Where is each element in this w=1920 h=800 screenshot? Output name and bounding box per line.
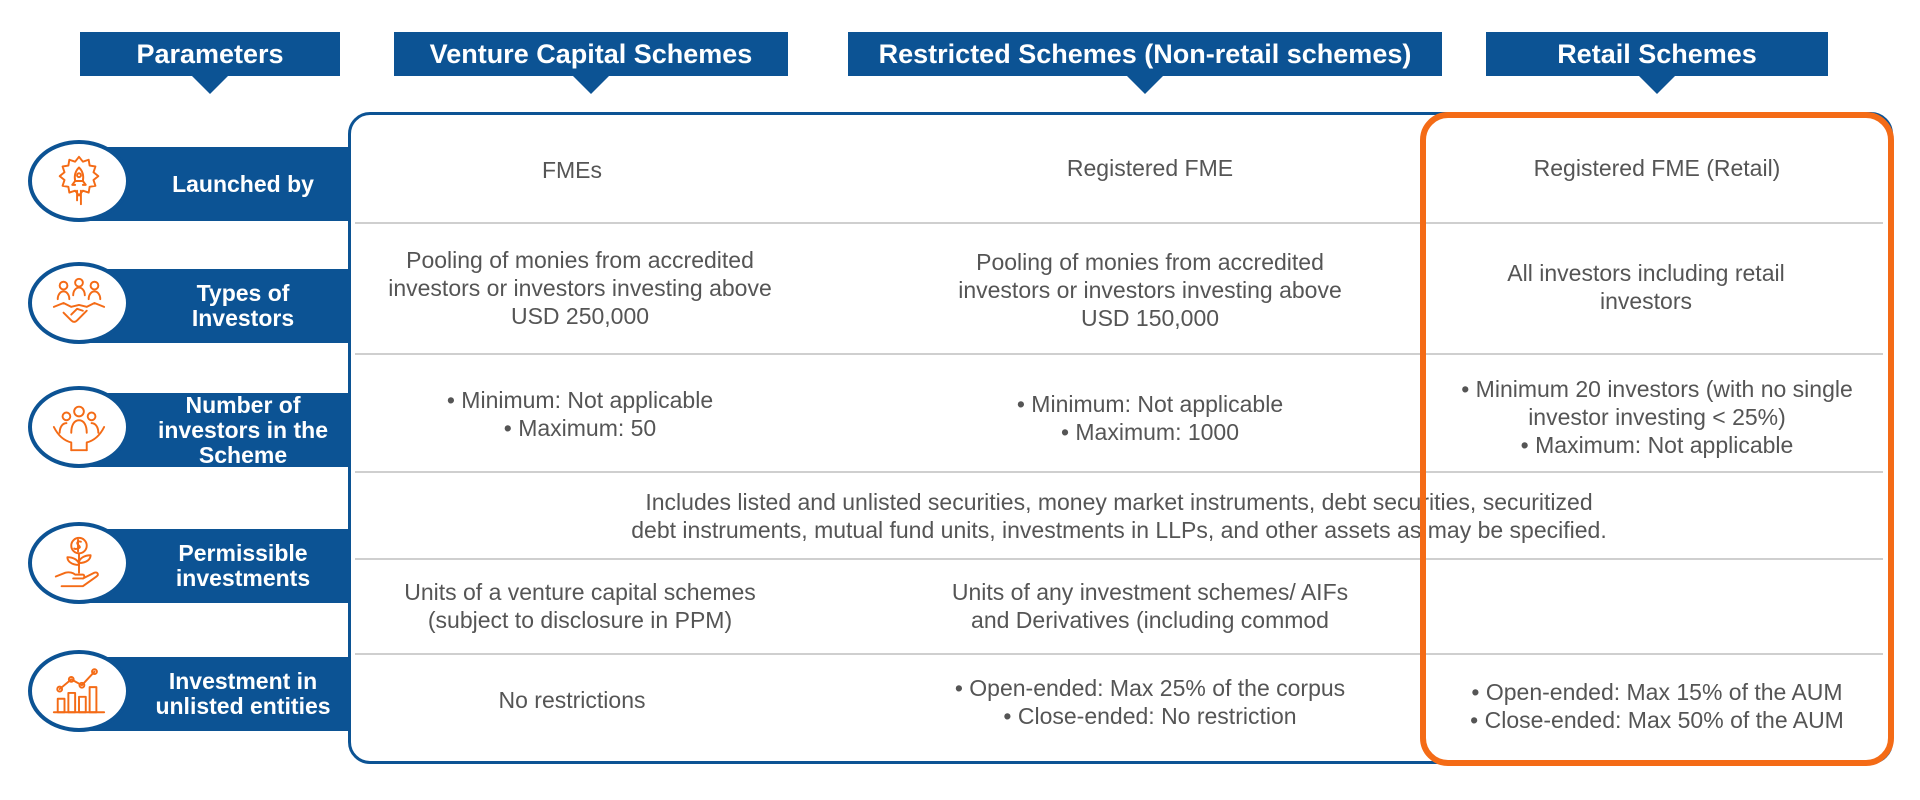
cell-line: Registered FME — [1066, 155, 1234, 181]
cell-line: All investors including retail — [1507, 260, 1785, 286]
cell-launched-by-vc — [355, 118, 789, 222]
cell-line: Units of a venture capital schemes — [404, 579, 756, 605]
cell-line: • Open-ended: Max 15% of the AUM — [1471, 679, 1843, 705]
cell-line: • Maximum: 1000 — [1060, 419, 1240, 445]
header-parameters: Parameters — [80, 32, 340, 76]
cell-line: • Minimum: Not applicable — [1016, 391, 1284, 417]
cell-number-vc — [355, 384, 805, 444]
cell-line: • Close-ended: No restriction — [1003, 703, 1297, 729]
param-label-line: investors in the — [158, 416, 328, 443]
group-hands-icon — [50, 398, 108, 456]
param-launched-by — [28, 140, 348, 228]
cell-permissible-vc — [355, 576, 805, 636]
param-label-line: Permissible — [178, 540, 308, 566]
param-number-of-investors — [28, 386, 348, 474]
cell-line: • Minimum 20 investors (with no single — [1461, 376, 1853, 402]
cell-line: USD 150,000 — [1080, 305, 1220, 331]
money-plant-hand-icon — [50, 534, 108, 592]
cell-line: FMEs — [541, 157, 603, 183]
param-icon-circle — [28, 650, 130, 732]
param-label — [138, 269, 348, 343]
param-label — [138, 657, 348, 731]
header-retail-schemes: Retail Schemes — [1486, 32, 1828, 76]
cell-line: USD 250,000 — [510, 303, 650, 329]
param-investment-unlisted — [28, 650, 348, 738]
handshake-icon — [50, 274, 108, 332]
growth-chart-icon — [50, 662, 108, 720]
cell-unlisted-vc — [355, 670, 789, 730]
param-label-line: Investors — [191, 305, 295, 331]
cell-types-restricted — [920, 242, 1380, 338]
cell-line: and Derivatives (including commod — [971, 607, 1329, 633]
cell-line: investors or investors investing above — [388, 275, 772, 301]
param-label-line: Number of — [185, 391, 301, 418]
cell-line: Units of any investment schemes/ AIFs — [951, 579, 1349, 605]
param-label-line: Scheme — [198, 441, 288, 468]
cell-line: investor investing < 25%) — [1528, 404, 1786, 430]
param-label-line: Investment in — [168, 668, 318, 694]
cell-permissible-restricted — [920, 576, 1380, 636]
cell-line: Includes listed and unlisted securities, money market instruments, debt securities, securitized — [645, 489, 1593, 515]
cell-line: No restrictions — [498, 687, 646, 713]
cell-line: Registered FME (Retail) — [1533, 155, 1781, 181]
param-icon-circle — [28, 140, 130, 222]
cell-line: Pooling of monies from accredited — [406, 247, 754, 273]
param-permissible-investments — [28, 522, 348, 610]
cell-unlisted-restricted — [920, 672, 1380, 732]
param-label — [138, 393, 348, 467]
cell-line: • Open-ended: Max 25% of the corpus — [954, 675, 1346, 701]
param-types-of-investors — [28, 262, 348, 350]
param-label — [138, 529, 348, 603]
cell-line: investors or investors investing above — [958, 277, 1342, 303]
param-label-line: investments — [175, 565, 311, 591]
retail-column-highlight — [1420, 112, 1894, 766]
param-label-line: Launched by — [172, 170, 314, 197]
cell-line: investors — [1599, 288, 1693, 314]
header-venture-capital-schemes: Venture Capital Schemes — [394, 32, 788, 76]
param-label-line: Types of — [196, 280, 290, 306]
param-label-line: unlisted entities — [155, 693, 331, 719]
param-label — [138, 147, 348, 221]
rocket-gear-icon — [50, 152, 108, 210]
cell-line: • Close-ended: Max 50% of the AUM — [1470, 707, 1844, 733]
cell-number-restricted — [920, 388, 1380, 448]
param-icon-circle — [28, 386, 130, 468]
cell-line: (subject to disclosure in PPM) — [427, 607, 733, 633]
cell-types-vc — [355, 240, 805, 336]
cell-line: • Maximum: 50 — [503, 415, 657, 441]
cell-line: • Maximum: Not applicable — [1520, 432, 1794, 458]
cell-launched-by-restricted — [910, 118, 1390, 218]
param-icon-circle — [28, 262, 130, 344]
cell-line: debt instruments, mutual fund units, investments in LLPs, and other assets as may be specified. — [631, 517, 1607, 543]
cell-line: Pooling of monies from accredited — [976, 249, 1324, 275]
header-restricted-schemes: Restricted Schemes (Non-retail schemes) — [848, 32, 1442, 76]
param-icon-circle — [28, 522, 130, 604]
cell-line: • Minimum: Not applicable — [446, 387, 714, 413]
